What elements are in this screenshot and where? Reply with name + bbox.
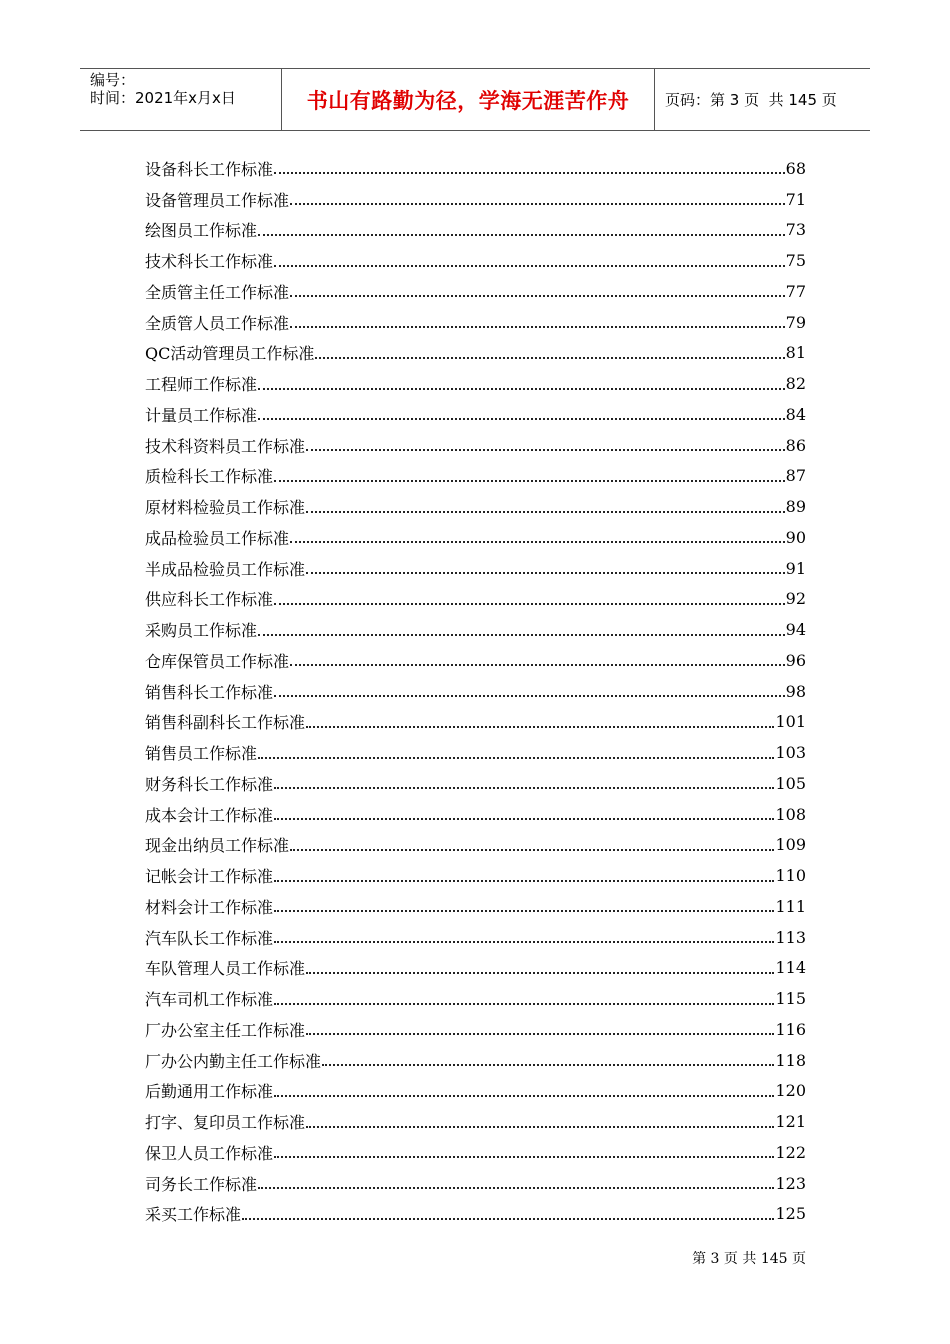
toc-entry-title: 仓库保管员工作标准: [145, 651, 290, 671]
toc-entry-title: 采购员工作标准: [145, 621, 258, 641]
toc-entry[interactable]: [145, 184, 806, 215]
toc-entry-title: 成本会计工作标准: [145, 805, 274, 825]
header-page-label: 页码：第 3 页 共 145 页: [665, 91, 837, 109]
toc-entry[interactable]: [145, 1168, 806, 1199]
dot-leader: [242, 1218, 774, 1220]
dot-leader: [258, 418, 785, 420]
dot-leader: [274, 172, 785, 174]
toc-entry-title: QC活动管理员工作标准: [145, 344, 315, 364]
toc-entry-title: 车队管理人员工作标准: [145, 959, 306, 979]
toc-entry[interactable]: [145, 922, 806, 953]
toc-entry-page: 121: [775, 1112, 806, 1132]
dot-leader: [258, 234, 785, 236]
dot-leader: [306, 572, 785, 574]
dot-leader: [274, 880, 774, 882]
dot-leader: [290, 849, 774, 851]
toc-entry-title: 后勤通用工作标准: [145, 1082, 274, 1102]
toc-entry-page: 125: [775, 1204, 806, 1224]
document-header: [80, 68, 870, 131]
toc-entry-title: 司务长工作标准: [145, 1174, 258, 1194]
toc-entry[interactable]: [145, 276, 806, 307]
toc-entry-page: 123: [775, 1173, 806, 1193]
toc-entry-title: 销售科副科长工作标准: [145, 713, 306, 733]
dot-leader: [315, 357, 784, 359]
toc-entry-page: 109: [775, 835, 806, 855]
toc-entry-title: 厂办公室主任工作标准: [145, 1020, 306, 1040]
toc-entry-title: 保卫人员工作标准: [145, 1143, 274, 1163]
header-motto-cell: [282, 69, 655, 130]
toc-entry-title: 技术科长工作标准: [145, 252, 274, 272]
toc-entry[interactable]: [145, 491, 806, 522]
toc-entry-title: 计量员工作标准: [145, 405, 258, 425]
toc-entry-page: 120: [775, 1081, 806, 1101]
toc-entry[interactable]: [145, 215, 806, 246]
dot-leader: [274, 480, 785, 482]
toc-entry[interactable]: [145, 891, 806, 922]
toc-entry-page: 96: [785, 650, 806, 670]
toc-entry[interactable]: [145, 522, 806, 553]
toc-entry-page: 82: [785, 374, 806, 394]
dot-leader: [306, 726, 774, 728]
dot-leader: [258, 1187, 774, 1189]
dot-leader: [274, 941, 774, 943]
dot-leader: [274, 818, 774, 820]
toc-entry[interactable]: [145, 1106, 806, 1137]
toc-entry-title: 销售科长工作标准: [145, 682, 274, 702]
toc-entry-title: 打字、复印员工作标准: [145, 1113, 306, 1133]
dot-leader: [258, 634, 785, 636]
toc-entry-title: 采买工作标准: [145, 1205, 242, 1225]
toc-entry[interactable]: [145, 983, 806, 1014]
toc-entry-title: 原材料检验员工作标准: [145, 498, 306, 518]
toc-entry[interactable]: [145, 799, 806, 830]
toc-entry-title: 厂办公内勤主任工作标准: [145, 1051, 322, 1071]
time-label: 时间：2021年x月x日: [90, 89, 236, 107]
toc-entry-title: 全质管人员工作标准: [145, 313, 290, 333]
dot-leader: [258, 388, 785, 390]
dot-leader: [290, 541, 785, 543]
toc-entry-title: 全质管主任工作标准: [145, 282, 290, 302]
toc-entry-page: 87: [785, 466, 806, 486]
toc-entry-page: 114: [775, 958, 806, 978]
toc-entry-page: 101: [775, 712, 806, 732]
dot-leader: [274, 787, 774, 789]
dot-leader: [306, 1033, 774, 1035]
toc-entry[interactable]: [145, 245, 806, 276]
dot-leader: [274, 1003, 774, 1005]
header-meta: [80, 69, 282, 130]
toc-entry-title: 记帐会计工作标准: [145, 867, 274, 887]
dot-leader: [274, 603, 785, 605]
toc-entry[interactable]: [145, 307, 806, 338]
toc-entry-title: 成品检验员工作标准: [145, 528, 290, 548]
toc-entry-page: 98: [785, 681, 806, 701]
toc-entry-page: 86: [785, 435, 806, 455]
toc-entry-page: 116: [775, 1019, 806, 1039]
toc-entry-title: 销售员工作标准: [145, 744, 258, 764]
dot-leader: [306, 972, 774, 974]
toc-entry-title: 设备科长工作标准: [145, 159, 274, 179]
dot-leader: [306, 511, 785, 513]
dot-leader: [274, 695, 785, 697]
toc-entry-page: 115: [775, 989, 806, 1009]
toc-entry-page: 110: [775, 866, 806, 886]
motto: 书山有路勤为径，学海无涯苦作舟: [306, 88, 630, 113]
toc-entry[interactable]: [145, 553, 806, 584]
toc-entry-title: 技术科资料员工作标准: [145, 436, 306, 456]
toc-entry[interactable]: [145, 1014, 806, 1045]
dot-leader: [290, 326, 785, 328]
toc-entry-title: 质检科长工作标准: [145, 467, 274, 487]
toc-entry[interactable]: [145, 768, 806, 799]
dot-leader: [322, 1064, 774, 1066]
toc-entry-page: 77: [785, 281, 806, 301]
toc-entry-title: 半成品检验员工作标准: [145, 559, 306, 579]
toc-entry-title: 设备管理员工作标准: [145, 190, 290, 210]
toc-entry[interactable]: [145, 153, 806, 184]
toc-entry[interactable]: [145, 461, 806, 492]
toc-entry[interactable]: [145, 1137, 806, 1168]
toc-entry-page: 113: [775, 927, 806, 947]
table-of-contents: [145, 153, 806, 1229]
toc-entry[interactable]: [145, 1076, 806, 1107]
toc-entry[interactable]: [145, 1199, 806, 1230]
toc-entry-page: 91: [785, 558, 806, 578]
toc-entry-title: 汽车队长工作标准: [145, 928, 274, 948]
toc-entry-page: 94: [785, 620, 806, 640]
dot-leader: [290, 664, 785, 666]
toc-entry-page: 92: [785, 589, 806, 609]
dot-leader: [258, 757, 774, 759]
toc-entry[interactable]: [145, 707, 806, 738]
toc-entry-title: 工程师工作标准: [145, 375, 258, 395]
toc-entry-page: 68: [785, 158, 806, 178]
toc-entry[interactable]: [145, 830, 806, 861]
toc-entry-page: 89: [785, 497, 806, 517]
toc-entry-page: 71: [785, 189, 806, 209]
toc-entry-page: 103: [775, 743, 806, 763]
toc-entry-page: 105: [775, 773, 806, 793]
toc-entry-page: 73: [785, 220, 806, 240]
dot-leader: [290, 203, 785, 205]
dot-leader: [306, 1126, 774, 1128]
toc-entry[interactable]: [145, 368, 806, 399]
toc-entry[interactable]: [145, 584, 806, 615]
toc-entry-page: 75: [785, 251, 806, 271]
toc-entry-page: 81: [785, 343, 806, 363]
toc-entry-title: 供应科长工作标准: [145, 590, 274, 610]
toc-entry-title: 汽车司机工作标准: [145, 990, 274, 1010]
toc-entry[interactable]: [145, 860, 806, 891]
page-footer: [0, 1248, 806, 1268]
toc-entry[interactable]: [145, 1045, 806, 1076]
toc-entry[interactable]: [145, 953, 806, 984]
toc-entry-page: 118: [775, 1050, 806, 1070]
toc-entry-page: 108: [775, 804, 806, 824]
toc-entry[interactable]: [145, 737, 806, 768]
toc-entry[interactable]: [145, 338, 806, 369]
dot-leader: [290, 295, 785, 297]
toc-entry-title: 现金出纳员工作标准: [145, 836, 290, 856]
dot-leader: [306, 449, 785, 451]
toc-entry-page: 84: [785, 404, 806, 424]
toc-entry-title: 材料会计工作标准: [145, 897, 274, 917]
code-label: 编号：: [90, 71, 136, 89]
toc-entry[interactable]: [145, 399, 806, 430]
toc-entry[interactable]: [145, 645, 806, 676]
toc-entry[interactable]: [145, 430, 806, 461]
toc-entry-page: 79: [785, 312, 806, 332]
toc-entry[interactable]: [145, 676, 806, 707]
dot-leader: [274, 265, 785, 267]
dot-leader: [274, 910, 774, 912]
toc-entry-title: 绘图员工作标准: [145, 221, 258, 241]
toc-entry-page: 122: [775, 1142, 806, 1162]
dot-leader: [274, 1156, 774, 1158]
toc-entry-page: 90: [785, 527, 806, 547]
dot-leader: [274, 1095, 774, 1097]
footer-page-label: 第 3 页 共 145 页: [692, 1251, 806, 1267]
header-page-cell: [655, 69, 870, 130]
toc-entry-title: 财务科长工作标准: [145, 774, 274, 794]
toc-entry-page: 111: [775, 896, 806, 916]
toc-entry[interactable]: [145, 614, 806, 645]
